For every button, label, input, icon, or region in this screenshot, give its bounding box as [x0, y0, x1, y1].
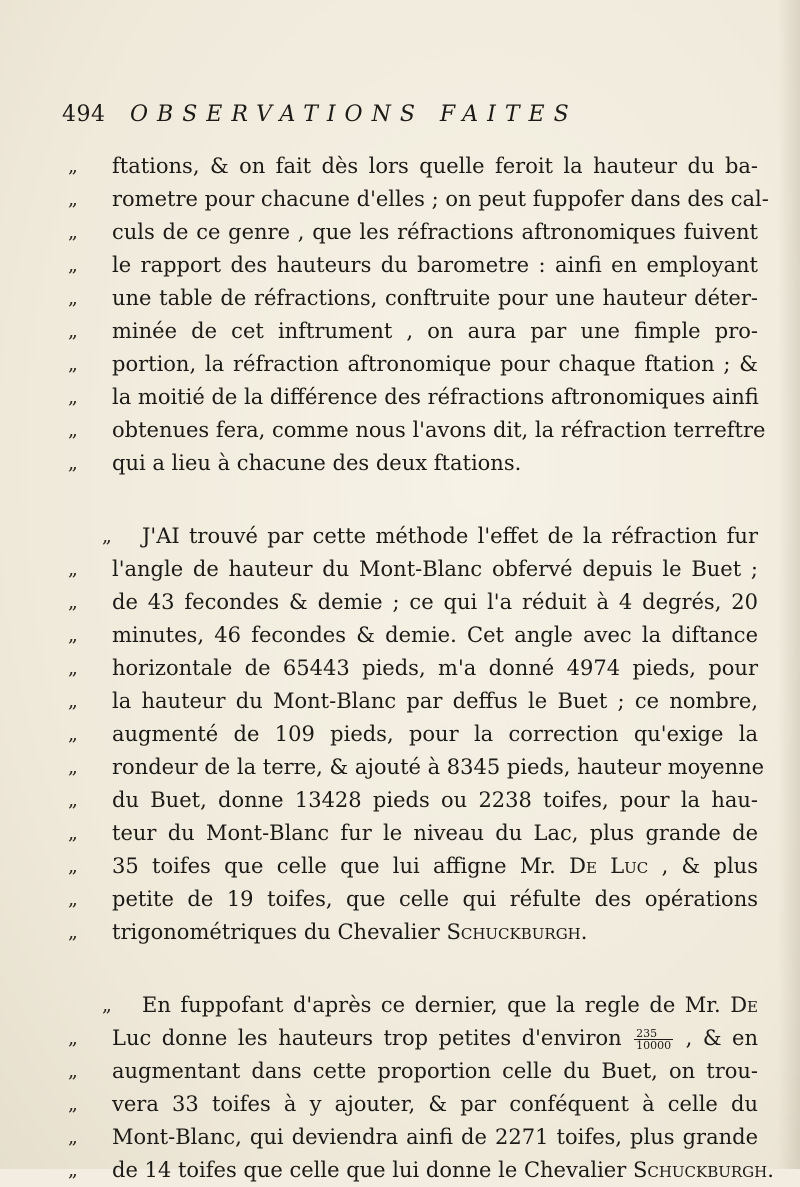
- quote-mark: „: [68, 353, 78, 375]
- quote-mark: „: [68, 287, 78, 309]
- quote-mark: „: [68, 452, 78, 474]
- page-number: 494: [62, 102, 106, 127]
- quote-mark: „: [68, 1093, 78, 1115]
- text-line: „ vera 33 toifes à y ajouter, & par conféquent à celle du: [68, 1088, 758, 1121]
- text-line: „ culs de ce genre , que les réfractions aftronomiques fuivent: [68, 216, 758, 249]
- text-line: „ de 14 toifes que celle que lui donne le Chevalier Schuckburgh.: [68, 1154, 758, 1187]
- quote-mark: „: [68, 855, 78, 877]
- quote-mark: „: [68, 558, 78, 580]
- body-text: [68, 150, 774, 1187]
- text-line: „ qui a lieu à chacune des deux ftations.: [68, 447, 758, 480]
- quote-mark: „: [68, 657, 78, 679]
- quote-mark: „: [68, 1027, 78, 1049]
- quote-mark: „: [68, 254, 78, 276]
- text-line: „ minée de cet inftrument , on aura par une fimple pro-: [68, 315, 758, 348]
- text-line: „ augmenté de 109 pieds, pour la correction qu'exige la: [68, 718, 758, 751]
- text-line: „ 35 toifes que celle que lui affigne Mr. De Luc , & plus: [68, 850, 758, 883]
- quote-mark: „: [68, 386, 78, 408]
- quote-mark: „: [68, 188, 78, 210]
- quote-mark: „: [68, 1060, 78, 1082]
- text-line: „ portion, la réfraction aftronomique pour chaque ftation ; &: [68, 348, 758, 381]
- text-line: „ le rapport des hauteurs du barometre : ainfi en employant: [68, 249, 758, 282]
- quote-mark: „: [102, 525, 112, 547]
- text-line: „ horizontale de 65443 pieds, m'a donné 4974 pieds, pour: [68, 652, 758, 685]
- text-line: „ du Buet, donne 13428 pieds ou 2238 toifes, pour la hau-: [68, 784, 758, 817]
- text-line: „ rondeur de la terre, & ajouté à 8345 pieds, hauteur moyenne: [68, 751, 758, 784]
- text-line: „ J'AI trouvé par cette méthode l'effet de la réfraction fur: [68, 520, 758, 553]
- author-name: Schuckburgh.: [632, 1158, 774, 1182]
- text-line: „ ftations, & on fait dès lors quelle feroit la hauteur du ba-: [68, 150, 758, 183]
- text-line: „ la hauteur du Mont-Blanc par deffus le Buet ; ce nombre,: [68, 685, 758, 718]
- quote-mark: „: [68, 888, 78, 910]
- quote-mark: „: [68, 155, 78, 177]
- paragraph-gap: [68, 949, 758, 989]
- text-line: „ augmentant dans cette proportion celle du Buet, on trou-: [68, 1055, 758, 1088]
- text-line: „ En fuppofant d'après ce dernier, que la regle de Mr. De: [68, 989, 758, 1022]
- text-line: „ l'angle de hauteur du Mont-Blanc obfervé depuis le Buet ;: [68, 553, 758, 586]
- paragraph-gap: [68, 480, 758, 520]
- running-title: OBSERVATIONS FAITES: [130, 102, 578, 127]
- paragraph-1: [68, 150, 769, 480]
- author-name: Schuckburgh.: [446, 920, 588, 944]
- text-line: „ Luc donne les hauteurs trop petites d'environ $\frac{235}{10000}$ , & en: [68, 1022, 758, 1055]
- quote-mark: „: [68, 320, 78, 342]
- fraction-numerator: 235: [634, 1028, 673, 1040]
- paragraph-2: [68, 520, 765, 949]
- text-line: „ petite de 19 toifes, que celle qui réfulte des opérations: [68, 883, 758, 916]
- page-edge-shadow: [778, 0, 800, 1169]
- quote-mark: „: [102, 994, 112, 1016]
- text-line: „ minutes, 46 fecondes & demie. Cet angle avec la diftance: [68, 619, 758, 652]
- fraction-denominator: 10000: [636, 1039, 672, 1052]
- page-header: [62, 100, 742, 136]
- quote-mark: „: [68, 591, 78, 613]
- quote-mark: „: [68, 921, 78, 943]
- text-line: „ teur du Mont-Blanc fur le niveau du Lac, plus grande de: [68, 817, 758, 850]
- quote-mark: „: [68, 723, 78, 745]
- author-name: De: [730, 993, 758, 1017]
- quote-mark: „: [68, 1126, 78, 1148]
- author-name: De Luc: [569, 854, 649, 878]
- quote-mark: „: [68, 221, 78, 243]
- quote-mark: „: [68, 789, 78, 811]
- paragraph-3: [68, 989, 774, 1187]
- text-line: „ trigonométriques du Chevalier Schuckburgh.: [68, 916, 758, 949]
- fraction: [634, 1028, 673, 1051]
- text-line: „ une table de réfractions, conftruite pour une hauteur déter-: [68, 282, 758, 315]
- text-line: „ de 43 fecondes & demie ; ce qui l'a réduit à 4 degrés, 20: [68, 586, 758, 619]
- quote-mark: „: [68, 690, 78, 712]
- text-line: „ Mont-Blanc, qui deviendra ainfi de 2271 toifes, plus grande: [68, 1121, 758, 1154]
- quote-mark: „: [68, 1159, 78, 1181]
- text-line: „ obtenues fera, comme nous l'avons dit, la réfraction terreftre: [68, 414, 758, 447]
- quote-mark: „: [68, 624, 78, 646]
- quote-mark: „: [68, 419, 78, 441]
- quote-mark: „: [68, 756, 78, 778]
- text-line: „ la moitié de la différence des réfractions aftronomiques ainfi: [68, 381, 758, 414]
- text-line: „ rometre pour chacune d'elles ; on peut fuppofer dans des cal-: [68, 183, 758, 216]
- quote-mark: „: [68, 822, 78, 844]
